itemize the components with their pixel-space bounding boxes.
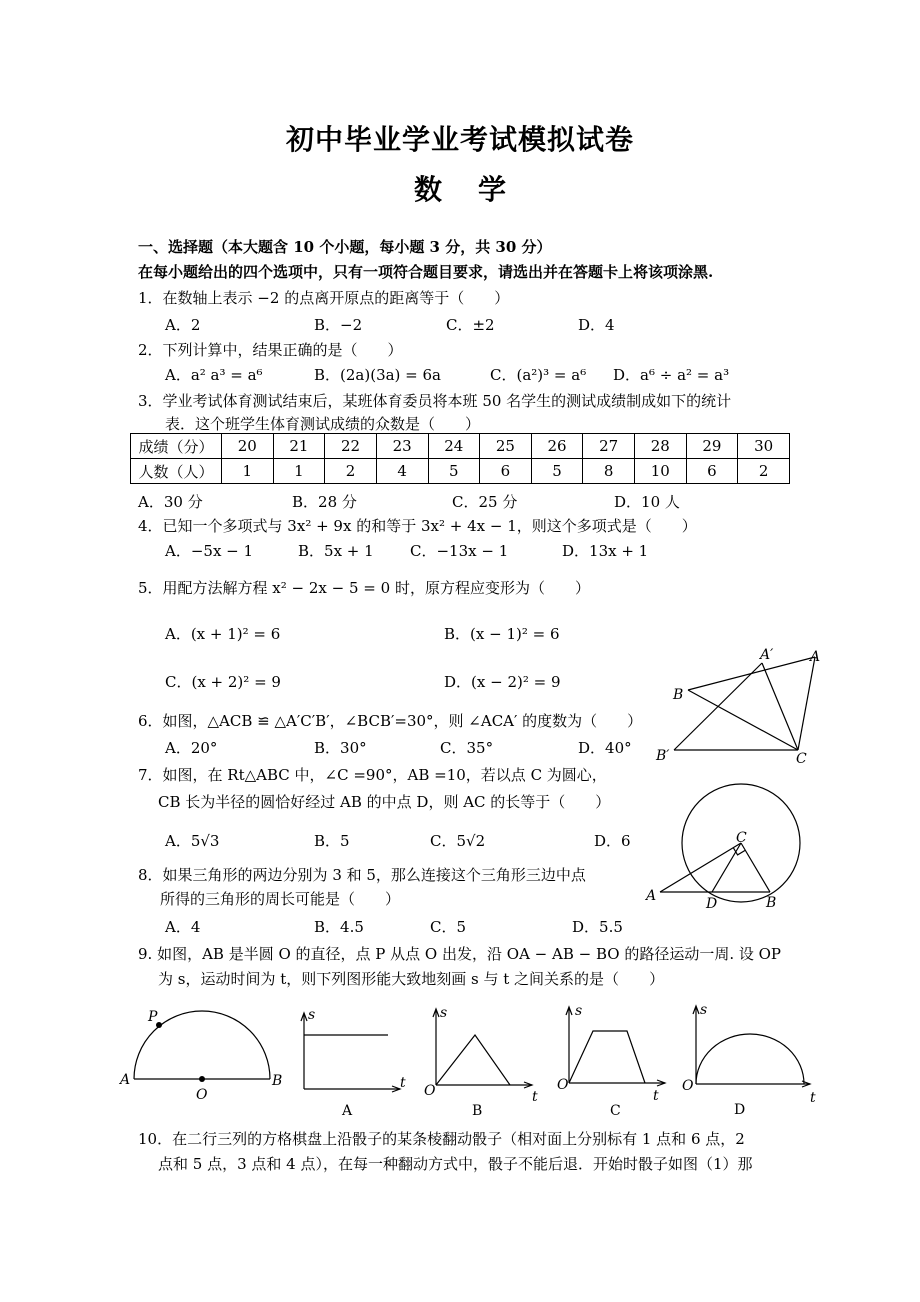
subject-char-2: 学	[478, 173, 507, 206]
line-a-prime-c	[762, 663, 798, 750]
q2-stem: 2．下列计算中，结果正确的是（ ）	[138, 341, 403, 359]
score-cell: 26	[531, 434, 583, 459]
axis-label-s: s	[575, 1003, 583, 1019]
q7-option-c: C．5√2	[430, 832, 486, 850]
axis-label-o: O	[682, 1078, 694, 1094]
label-c: C	[796, 751, 807, 767]
graph-caption-d: D	[734, 1102, 746, 1118]
label-d: D	[706, 896, 718, 912]
q2-option-b: B．(2a)(3a) = 6a	[314, 366, 441, 384]
q4-option-b: B．5x + 1	[298, 542, 374, 560]
q6-triangle-figure	[650, 645, 830, 770]
q6-option-c: C．35°	[440, 739, 494, 757]
q5-option-d: D．(x − 2)² = 9	[444, 673, 561, 691]
table-row-header: 人数（人）	[131, 459, 222, 484]
axis-label-s: s	[308, 1007, 316, 1023]
q5-stem: 5．用配方法解方程 x² − 2x − 5 = 0 时，原方程应变形为（ ）	[138, 579, 590, 597]
label-b-prime: B′	[656, 748, 670, 764]
score-cell: 22	[325, 434, 377, 459]
line-ac	[798, 657, 815, 750]
table-row	[131, 434, 790, 459]
point-o	[199, 1076, 205, 1082]
q1-option-a: A．2	[165, 316, 201, 334]
axis-label-t: t	[810, 1090, 816, 1106]
label-a: A	[120, 1072, 131, 1088]
table-row	[131, 459, 790, 484]
q7-option-d: D．6	[594, 832, 631, 850]
q9-graph-d	[680, 1002, 820, 1125]
q2-option-a: A．a² a³ = a⁶	[165, 366, 263, 384]
q7-option-b: B．5	[314, 832, 350, 850]
q6-option-b: B．30°	[314, 739, 367, 757]
count-cell: 6	[480, 459, 532, 484]
graph-curve	[569, 1031, 645, 1083]
subject-char-1: 数	[413, 173, 442, 206]
q9-stem-line1: 9. 如图，AB 是半圆 O 的直径，点 P 从点 O 出发，沿 OA − AB − BO 的路径运动一周. 设 OP	[138, 945, 782, 963]
axis-label-t: t	[400, 1075, 406, 1091]
score-cell: 23	[376, 434, 428, 459]
axis-label-o: O	[424, 1083, 436, 1099]
count-cell: 4	[376, 459, 428, 484]
q7-stem-line1: 7．如图，在 Rt△ABC 中，∠C =90°，AB =10，若以点 C 为圆心，	[138, 766, 607, 784]
line-b-prime-a-prime	[674, 663, 762, 750]
section-instruction: 在每小题给出的四个选项中，只有一项符合题目要求，请选出并在答题卡上将该项涂黑.	[138, 263, 714, 281]
graph-curve	[696, 1034, 804, 1084]
q3-stem-line1: 3．学业考试体育测试结束后，某班体育委员将本班 50 名学生的测试成绩制成如下的统计	[138, 392, 732, 410]
count-cell: 10	[635, 459, 687, 484]
graph-curve	[436, 1035, 510, 1085]
q3-stem-line2: 表．这个班学生体育测试成绩的众数是（ ）	[165, 415, 481, 433]
q9-semicircle-figure	[118, 1005, 293, 1105]
label-o: O	[196, 1087, 208, 1103]
q1-option-c: C．±2	[446, 316, 495, 334]
q8-option-d: D．5.5	[572, 918, 623, 936]
q7-circle-figure	[640, 770, 820, 915]
score-cell: 25	[480, 434, 532, 459]
label-a-prime: A′	[760, 647, 774, 663]
q6-option-a: A．20°	[165, 739, 218, 757]
q1-stem: 1．在数轴上表示 −2 的点离开原点的距离等于（ ）	[138, 289, 510, 307]
q2-option-d: D．a⁶ ÷ a² = a³	[613, 366, 730, 384]
score-cell: 30	[738, 434, 790, 459]
q1-option-d: D．4	[578, 316, 615, 334]
q6-option-d: D．40°	[578, 739, 632, 757]
q4-option-c: C．−13x − 1	[410, 542, 509, 560]
q8-option-a: A．4	[165, 918, 201, 936]
q7-option-a: A．5√3	[165, 832, 220, 850]
score-cell: 21	[273, 434, 325, 459]
graph-caption-b: B	[472, 1103, 483, 1119]
q8-stem-line2: 所得的三角形的周长可能是（ ）	[160, 890, 401, 908]
q4-option-d: D．13x + 1	[562, 542, 649, 560]
q3-option-c: C．25 分	[452, 493, 518, 511]
q9-graph-c	[553, 1003, 678, 1125]
score-cell: 20	[222, 434, 274, 459]
label-b: B	[766, 895, 777, 911]
count-cell: 5	[428, 459, 480, 484]
count-cell: 8	[583, 459, 635, 484]
q5-option-c: C．(x + 2)² = 9	[165, 673, 281, 691]
page-title: 初中毕业学业考试模拟试卷	[285, 123, 634, 156]
line-cd	[712, 843, 741, 892]
q8-option-c: C．5	[430, 918, 467, 936]
axis-label-s: s	[700, 1002, 708, 1018]
axis-label-t: t	[653, 1088, 659, 1104]
q9-stem-line2: 为 s，运动时间为 t，则下列图形能大致地刻画 s 与 t 之间关系的是（ ）	[158, 970, 665, 988]
q9-graph-a	[288, 1005, 413, 1125]
label-b: B	[272, 1073, 283, 1089]
q8-option-b: B．4.5	[314, 918, 364, 936]
score-cell: 29	[686, 434, 738, 459]
q3-option-d: D．10 人	[614, 493, 680, 511]
q9-graph-b	[420, 1005, 545, 1125]
count-cell: 6	[686, 459, 738, 484]
q10-line2: 点和 5 点，3 点和 4 点），在每一种翻动方式中，骰子不能后退．开始时骰子如图（1）那	[158, 1155, 753, 1173]
graph-caption-a: A	[342, 1103, 353, 1119]
q7-stem-line2: CB 长为半径的圆恰好经过 AB 的中点 D，则 AC 的长等于（ ）	[158, 793, 611, 811]
axis-label-o: O	[557, 1077, 569, 1093]
q4-stem: 4．已知一个多项式与 3x² + 9x 的和等于 3x² + 4x − 1，则这个多项式是（ ）	[138, 517, 697, 535]
q4-option-a: A．−5x − 1	[165, 542, 254, 560]
label-p: P	[148, 1009, 158, 1025]
q6-stem: 6．如图，△ACB ≌ △A′C′B′，∠BCB′=30°，则 ∠ACA′ 的度数为（ ）	[138, 712, 643, 730]
count-cell: 1	[273, 459, 325, 484]
q5-option-b: B．(x − 1)² = 6	[444, 625, 560, 643]
table-row-header: 成绩（分）	[131, 434, 222, 459]
axis-label-t: t	[532, 1089, 538, 1105]
count-cell: 2	[738, 459, 790, 484]
count-cell: 2	[325, 459, 377, 484]
score-cell: 28	[635, 434, 687, 459]
q1-option-b: B．−2	[314, 316, 363, 334]
label-a: A	[646, 888, 657, 904]
section-heading: 一、选择题（本大题含 10 个小题，每小题 3 分，共 30 分）	[138, 238, 552, 256]
q10-line1: 10．在二行三列的方格棋盘上沿骰子的某条棱翻动骰子（相对面上分别标有 1 点和 6 点，2	[138, 1130, 745, 1148]
q3-option-a: A．30 分	[138, 493, 203, 511]
subject-title	[0, 168, 920, 208]
count-cell: 1	[222, 459, 274, 484]
q5-option-a: A．(x + 1)² = 6	[165, 625, 281, 643]
q3-option-b: B．28 分	[292, 493, 357, 511]
label-c: C	[736, 830, 747, 846]
q8-stem-line1: 8．如果三角形的两边分别为 3 和 5，那么连接这个三角形三边中点	[138, 866, 586, 884]
score-cell: 24	[428, 434, 480, 459]
score-cell: 27	[583, 434, 635, 459]
label-b: B	[673, 687, 684, 703]
axis-label-s: s	[440, 1005, 448, 1021]
count-cell: 5	[531, 459, 583, 484]
q2-option-c: C．(a²)³ = a⁶	[490, 366, 587, 384]
score-table	[130, 433, 790, 484]
label-a: A	[810, 649, 821, 665]
line-ac	[660, 843, 741, 892]
graph-caption-c: C	[610, 1103, 621, 1119]
